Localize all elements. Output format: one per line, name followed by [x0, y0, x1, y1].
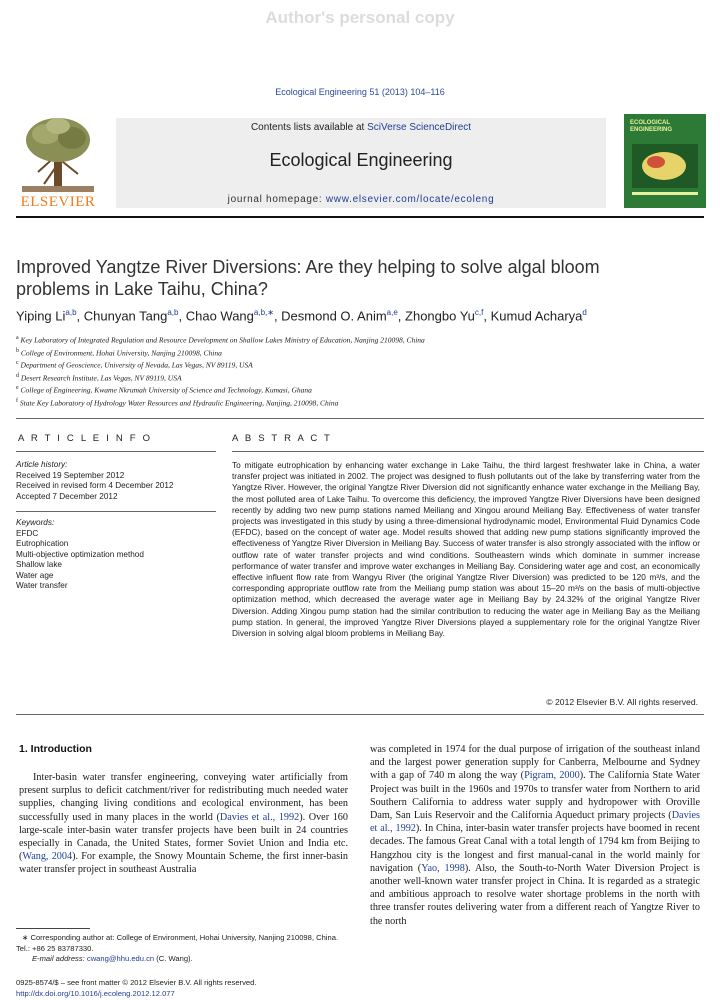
title-line-2: problems in Lake Taihu, China?: [16, 279, 268, 299]
journal-citation[interactable]: Ecological Engineering 51 (2013) 104–116: [275, 87, 445, 97]
corresponding-author-text: ∗ Corresponding author at: College of Environment, Hohai University, Nanjing 210098, China. Tel.: +86 25 83787330.: [16, 933, 339, 953]
author-list: Yiping Li$^{a,b}$, Chunyan Tang$^{a,b}$, Chao Wang$^{a,b,∗}$, Desmond O. Anim$^{a,e}$, Zhongbo Yu$^{c,f}$, Kumud Acharya$^d$: [16, 308, 587, 324]
keyword: Eutrophication: [16, 539, 69, 548]
journal-masthead: [116, 118, 606, 208]
keyword: Multi-objective optimization method: [16, 549, 144, 559]
sciencedirect-link[interactable]: SciVerse ScienceDirect: [367, 122, 472, 133]
keyword: Shallow lake: [16, 560, 62, 569]
citation-link[interactable]: Wang, 2004: [22, 851, 73, 863]
received-date: Received 19 September 2012: [16, 470, 125, 480]
affiliation: $^d$ Desert Research Institute, Las Vegas, NV 89119, USA: [16, 372, 182, 382]
affiliation: $^b$ College of Environment, Hohai University, Nanjing 210098, China: [16, 347, 222, 357]
author-name: Chao Wang: [185, 308, 254, 324]
article-info: [16, 460, 216, 592]
section-rule: [16, 418, 704, 419]
journal-name: Ecological Engineering: [269, 150, 453, 170]
citation-link[interactable]: Davies et al., 1992: [219, 811, 300, 823]
abstract-text: To mitigate eutrophication by enhancing water exchange in Lake Taihu, the third largest freshwater lake in China, a water transfer project was initiated in 2002. The project was designed to flush pollutants out of the lake by transferring water from the Yangtze River. However, the original Yangtze River Diversion did not significantly enhance water exchange in the Meiliang Bay, the most polluted area of Lake Taihu. To overcome this deficiency, the improved Yangtze River Diversions have been designed recently by adding two new pump stations named Meiliang and Xingou around Meiliang Bay. Effectiveness of water transfer projects was investigated in this study by using a three-dimensional hydrodynamic model, Environmental Fluid Dynamics Code (EFDC), based on the concept of water age. Model results showed that adding new pump stations significantly improved the effectiveness of Yangtze River Diversion in Meiliang Bay. Success of water transfer is also strongly associated with the inflow or outflow rate of water transfer projects and wind conditions. Southeastern winds which dominate in summer increase performance of water transfer and improve water exchanges in Meiliang Bay. Considering water age and cost, an economically effective influent flow rate from Wangyu River (the original Yangtze River Diversion) was predicted to be 120 m³/s, and the corresponding appropriate outflow rate from the Meiliang pump station was about 15–20 m³/s on the basis of multi-objective optimization method, which decreased the average water age in Meiliang Bay by 24.32% of the original Yangtze River Diversion. Adding Xingou pump station had the similar contribution to reducing the water age in Meiliang Bay as the Meiliang pump station. In general, the improved Yangtze River Diversions played a supplementary role for the original Yangtze River Diversion in solving algal bloom problems in Meiliang Bay.: [232, 460, 700, 639]
affiliation: $^f$ State Key Laboratory of Hydrology Water Resources and Hydraulic Engineering, Nanjing, 210098, China: [16, 397, 339, 407]
contents-prefix: Contents lists available at: [250, 122, 365, 133]
abstract-bottom-rule: [16, 714, 704, 715]
affiliations: [16, 333, 696, 408]
watermark: Author's personal copy: [265, 8, 455, 27]
title-line-1: Improved Yangtze River Diversions: Are they helping to solve algal bloom: [16, 257, 600, 277]
email-label: E-mail address:: [32, 954, 85, 963]
keywords-label: Keywords:: [16, 518, 55, 527]
front-matter-text: 0925-8574/$ – see front matter © 2012 Elsevier B.V. All rights reserved.: [16, 978, 257, 987]
homepage-link[interactable]: www.elsevier.com/locate/ecoleng: [325, 194, 495, 205]
revised-date: Received in revised form 4 December 2012: [16, 481, 174, 490]
author-affil-marker[interactable]: c,f: [474, 308, 484, 317]
keyword: Water transfer: [16, 581, 68, 590]
keyword: Water age: [16, 570, 54, 580]
author-name: Chunyan Tang: [83, 308, 168, 324]
contents-line: [116, 122, 606, 133]
footnote-rule: [16, 928, 90, 929]
elsevier-logo[interactable]: [18, 114, 98, 214]
article-info-rule: [16, 451, 216, 452]
abstract-rule: [232, 451, 704, 452]
affiliation: $^e$ College of Engineering, Kwame Nkrumah University of Science and Technology, Kumasi, Ghana: [16, 385, 312, 395]
email-link[interactable]: cwang@hhu.edu.cn: [86, 954, 155, 963]
affiliation: $^c$ Department of Geoscience, University of Nevada, Las Vegas, NV 89119, USA: [16, 360, 253, 370]
cover-title: ECOLOGICAL ENGINEERING: [630, 120, 673, 133]
body-column-right: was completed in 1974 for the dual purpose of irrigation of the southeast inland and the largest power generation supply for Canberra, Melbourne and Sydney with a gap of 740 m along the way (Pigram, 2000). The California State Water Project was built in the 1960s and 1970s to transfer water from Northern to arid Southern California to address water supply and hydropower with Oroville Dam, San Luis Reservoir and the California Aqueduct primary projects (Davies et al., 1992). In China, inter-basin water transfer projects have boomed in recent decades. The famous Great Canal with a total length of 1794 km from Beijing to Hangzhou city is the longest and first manual-canal in the world mainly for navigation (Yao, 1998). Also, the South-to-North Water Diversion Project is another well-known water transfer project in China. It is regarded as a strategic and ambitious approach to resolve water shortage problems in the north with three transfer routes delivering water from a different reach of Yangtze River to the north: [370, 744, 700, 927]
front-matter: [16, 977, 356, 999]
cover-art-icon: [624, 114, 706, 208]
author-affil-marker[interactable]: a,b: [65, 308, 77, 317]
author-affil-marker[interactable]: d: [582, 308, 587, 317]
corresponding-author-footnote: ∗ Corresponding author at: College of Environment, Hohai University, Nanjing 210098, China. Tel.: +86 25 83787330. E-mail address: cwang@hhu.edu.cn (C. Wang).: [16, 933, 350, 965]
publisher-wordmark: ELSEVIER: [20, 194, 96, 210]
author-name: Kumud Acharya: [490, 308, 583, 324]
homepage-line: [116, 194, 606, 205]
header-rule: [16, 216, 704, 218]
body-column-left: Inter-basin water transfer engineering, conveying water artificially from present surplus to deficit catchment/river for redistributing much needed water supplies, changing living conditions and ecological environment, has been successfully used in many places in the world (Davies et al., 1992). Over 160 large-scale inter-basin water transfer projects have been built in 24 countries especially in Canada, the United States, former Soviet Union and India etc. (Wang, 2004). For example, the Snowy Mountain Scheme, the first inner-basin water transfer project in southeast Australia: [19, 772, 348, 876]
tree-emblem-icon: [18, 114, 98, 194]
homepage-prefix: journal homepage:: [227, 194, 323, 205]
author-affil-marker[interactable]: a,b: [167, 308, 179, 317]
author-name: Desmond O. Anim: [281, 308, 387, 324]
accepted-date: Accepted 7 December 2012: [16, 491, 118, 501]
section-heading-introduction: 1. Introduction: [19, 743, 92, 755]
article-title: [16, 256, 696, 300]
citation-link[interactable]: Pigram, 2000: [524, 770, 580, 782]
history-label: Article history:: [16, 460, 68, 469]
journal-cover[interactable]: [624, 114, 706, 208]
abstract-heading: A B S T R A C T: [232, 433, 333, 444]
author-name: Zhongbo Yu: [405, 308, 475, 324]
abstract-copyright: © 2012 Elsevier B.V. All rights reserved.: [546, 697, 698, 707]
doi-link[interactable]: http://dx.doi.org/10.1016/j.ecoleng.2012.12.077: [16, 989, 175, 998]
author-name: Yiping Li: [16, 308, 66, 324]
article-info-heading: A R T I C L E I N F O: [18, 433, 153, 444]
affiliation: $^a$ Key Laboratory of Integrated Regulation and Resource Development on Shallow Lakes Ministry of Education, Nanjing 210098, China: [16, 335, 425, 345]
keyword: EFDC: [16, 528, 39, 538]
author-affil-marker[interactable]: a,b,∗: [253, 308, 274, 317]
citation-link[interactable]: Davies et al., 1992: [370, 810, 700, 835]
citation-link[interactable]: Yao, 1998: [421, 862, 465, 874]
author-affil-marker[interactable]: a,e: [386, 308, 398, 317]
